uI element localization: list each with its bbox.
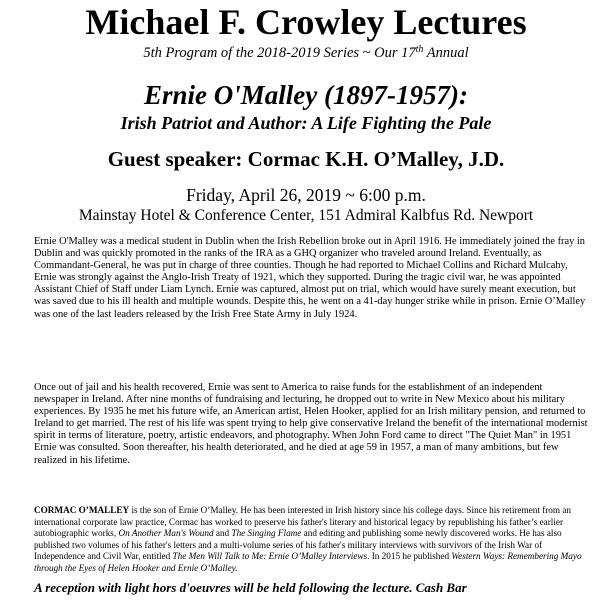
event-date-time: Friday, April 26, 2019 ~ 6:00 p.m.: [186, 185, 426, 205]
bio-book-3: The Men Will Talk to Me: Ernie O’Malley Interviews: [172, 551, 368, 562]
body-paragraph-2: Once out of jail and his health recovered, Ernie was sent to America to raise funds for the establishment of an independent newspaper in Ireland. After nine months of fundraising and lecturing, he dropped out to write in New Mexico about his military experiences. By 1935 he met his future wife, an American artist, Helen Hooker, applied for an Irish military pension, and returned to Ireland to get married. The rest of his life was spent trying to help give conservative Ireland the benefit of the international modernist spirit in terms of literature, poetry, artistic endeavors, and photography. When John Ford came to direct "The Quiet Man" in 1951 Ernie was consulted. Soon thereafter, his health deteriorated, and he died at age 59 in 1957, a man of many ambitions, but few realized in his lifetime.: [34, 382, 588, 466]
speaker-bio: [34, 505, 590, 575]
bio-text-3: and editing and publishing some newly discovered works. He has also published two volumes of his father's letters and a multi-volume series of his father's military interviews with survivors of the Irish War of Independence and Civil War, entitled: [34, 528, 562, 562]
page-title: Michael F. Crowley Lectures: [85, 2, 527, 42]
bio-text-4: . In 2015 he published: [367, 551, 452, 562]
series-subtitle-ordinal: th: [415, 44, 424, 55]
series-subtitle-main: 5th Program of the 2018-2019 Series ~ Our 17: [143, 45, 416, 61]
bio-book-4: Western Ways: Remembering Mayo through the Eyes of Helen Hooker and Ernie O’Malley.: [34, 551, 582, 573]
lecture-topic: Ernie O'Malley (1897-1957):: [144, 80, 468, 110]
series-subtitle-end: Annual: [423, 45, 469, 61]
bio-book-2: The Singing Flame: [231, 528, 302, 539]
lecture-topic-subtitle: Irish Patriot and Author: A Life Fighting the Pale: [120, 113, 492, 133]
bio-text-1: is the son of Ernie O’Malley. He has been interested in Irish history since his college days. Since his retirement from an international corporate law practice, Cormac has worked to preserve his father's literary and historical legacy by republishing his father’s earlier autobiographic works,: [34, 505, 572, 539]
body-paragraph-1: Ernie O'Malley was a medical student in Dublin when the Irish Rebellion broke out in April 1916. He immediately joined the fray in Dublin and was quickly promoted in the ranks of the IRA as a GHQ organizer who traveled around Ireland. Eventually, as Commandant-General, he was put in charge of three counties. Though he had reported to Michael Collins and Richard Mulcahy, Ernie was strongly against the Anglo-Irish Treaty of 1921, which they supported. During the tragic civil war, he was appointed Assistant Chief of Staff under Liam Lynch. Ernie was captured, almost put on trial, which would have surely meant execution, but was saved due to his ill health and multiple wounds. Despite this, he went on a 41-day hunger strike while in prison. Ernie O’Malley was one of the last leaders released by the Irish Free State Army in July 1924.: [34, 236, 586, 320]
bio-text-2: and: [213, 528, 232, 539]
bio-book-1: On Another Man's Wound: [118, 528, 214, 539]
series-subtitle: [0, 44, 612, 62]
guest-speaker: Guest speaker: Cormac K.H. O’Malley, J.D.: [107, 147, 505, 171]
reception-note: A reception with light hors d'oeuvres will be held following the lecture. Cash Bar: [34, 580, 467, 595]
bio-speaker-name: CORMAC O’MALLEY: [34, 505, 130, 515]
event-venue: Mainstay Hotel & Conference Center, 151 Admiral Kalbfus Rd. Newport: [78, 207, 534, 224]
